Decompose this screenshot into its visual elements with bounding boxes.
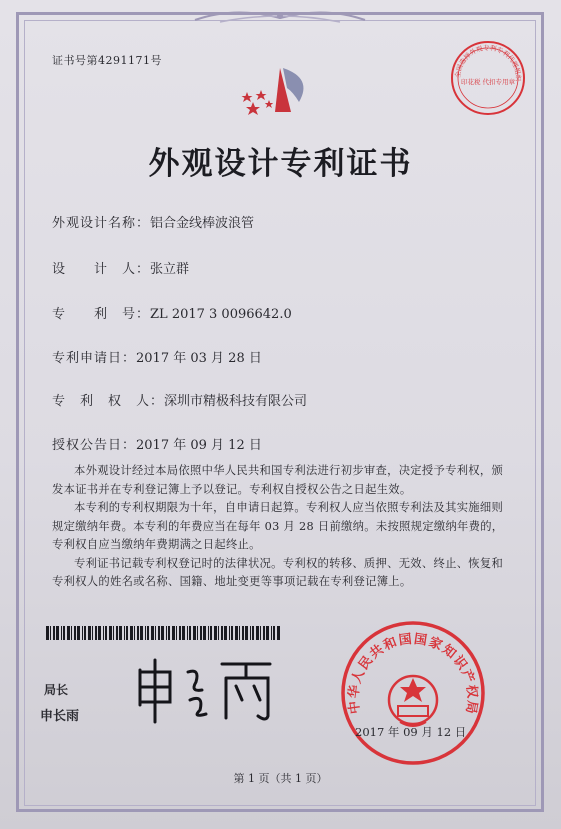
svg-text:印花税 代扣专用章: 印花税 代扣专用章 bbox=[460, 78, 516, 86]
top-ornament bbox=[190, 6, 370, 26]
field-filing-date bbox=[52, 347, 262, 366]
grant-date-label: 授权公告日： bbox=[52, 438, 137, 453]
svg-text:中华人民共和国国家知识产权局: 中华人民共和国国家知识产权局 bbox=[346, 631, 480, 717]
filing-date-label: 专利申请日： bbox=[52, 351, 137, 366]
certificate-body bbox=[52, 462, 512, 592]
barcode bbox=[46, 626, 281, 640]
seal-date: 2017 年 09 月 12 日 bbox=[355, 725, 467, 739]
filing-date-value: 2017 年 03 月 28 日 bbox=[136, 351, 262, 366]
agency-stamp bbox=[448, 38, 528, 118]
page-number: 第 1 页（共 1 页） bbox=[233, 772, 328, 785]
design-name-label: 外观设计名称： bbox=[52, 216, 151, 231]
patent-office-emblem-icon bbox=[235, 62, 325, 122]
certificate-title: 外观设计专利证书 bbox=[148, 146, 413, 182]
patent-number-label: 专 利 号： bbox=[52, 307, 151, 322]
field-patent-number bbox=[52, 303, 292, 322]
signatory-title: 局长 bbox=[44, 683, 69, 697]
patentee-label: 专 利 权 人： bbox=[52, 394, 165, 409]
designer-value: 张立群 bbox=[150, 262, 190, 277]
field-patentee bbox=[52, 390, 307, 409]
patent-number-value: ZL 2017 3 0096642.0 bbox=[150, 307, 292, 322]
paragraph-grant: 本外观设计经过本局依照中华人民共和国专利法进行初步审查，决定授予专利权，颁发本证书并在专利登记簿上予以登记。专利权自授权公告之日起生效。 bbox=[52, 464, 504, 496]
paragraph-term: 本专利的专利权期限为十年，自申请日起算。专利权人应当依照专利法及其实施细则规定缴纳年费。本专利的年费应当在每年 03 月 28 日前缴纳。未按照规定缴纳年费的，专利权自应当缴纳年费期满之日起终止。 bbox=[52, 501, 504, 551]
paragraph-legal-status: 专利证书记载专利权登记时的法律状况。专利权的转移、质押、无效、终止、恢复和专利权人的姓名或名称、国籍、地址变更等事项记载在专利登记簿上。 bbox=[52, 556, 504, 588]
handwritten-signature bbox=[130, 650, 280, 725]
field-designer bbox=[52, 258, 189, 277]
svg-text:全国选择外观专利专利代理组织: 全国选择外观专利专利代理组织 bbox=[453, 43, 523, 82]
signatory-name: 申长雨 bbox=[40, 709, 80, 724]
field-grant-date bbox=[52, 434, 262, 453]
designer-label: 设 计 人： bbox=[52, 262, 151, 277]
field-design-name bbox=[52, 212, 254, 231]
grant-date-value: 2017 年 09 月 12 日 bbox=[136, 438, 262, 453]
certificate-number: 证书号第4291171号 bbox=[52, 54, 162, 67]
patentee-value: 深圳市精极科技有限公司 bbox=[164, 394, 308, 409]
design-name-value: 铝合金线棒波浪管 bbox=[150, 216, 255, 231]
official-seal bbox=[338, 618, 488, 768]
